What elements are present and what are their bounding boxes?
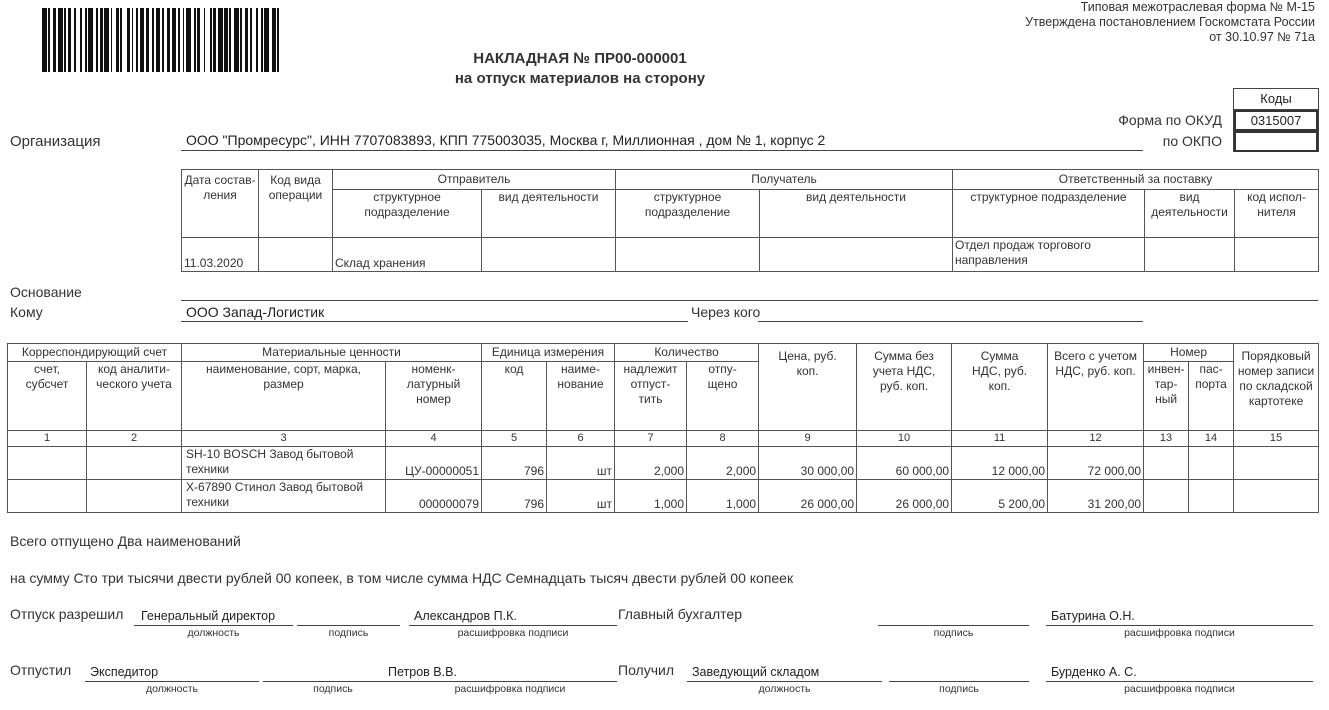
vat-header: Сумма НДС, руб. коп.	[952, 344, 1048, 431]
sender-activity-header: вид деятельности	[482, 190, 616, 238]
barcode-bar	[218, 8, 223, 72]
date-value: 11.03.2020	[182, 238, 259, 272]
column-number: 14	[1189, 431, 1234, 447]
receiver-unit-header: структурное подразделение	[616, 190, 760, 238]
form-info-line2: Утверждена постановлением Госкомстата России	[1025, 15, 1315, 29]
corr-account-header: Корреспондирующий счет	[8, 344, 182, 362]
barcode-bar	[48, 8, 50, 72]
row2-total: 31 200,00	[1048, 480, 1144, 513]
passport-header: пас- порта	[1189, 362, 1234, 431]
totals-line1: Всего отпущено Два наименований	[10, 533, 241, 549]
chief-name-line	[1046, 625, 1313, 626]
row1-unit-name: шт	[547, 447, 615, 480]
permitted-signature-line	[297, 625, 400, 626]
barcode-bar	[127, 8, 130, 72]
okud-value: 0315007	[1234, 110, 1318, 131]
barcode-bar	[104, 8, 109, 72]
title-line1: НАКЛАДНАЯ № ПР00-000001	[473, 50, 687, 67]
responsible-activity-value	[1145, 238, 1235, 272]
row2-qty-due: 1,000	[615, 480, 687, 513]
released-signature-line	[263, 681, 403, 682]
sender-unit-value: Склад хранения	[333, 238, 482, 272]
barcode-bar	[272, 8, 275, 72]
table-row	[8, 447, 1319, 480]
to-value: ООО Запад-Логистик	[186, 304, 325, 320]
barcode-bar	[96, 8, 98, 72]
barcode-bar	[152, 8, 154, 72]
organization-label: Организация	[10, 133, 101, 150]
permitted-position-line	[134, 625, 293, 626]
basis-label: Основание	[10, 284, 82, 300]
column-number: 6	[547, 431, 615, 447]
column-number: 11	[952, 431, 1048, 447]
account-header: счет, субсчет	[8, 362, 87, 431]
responsible-unit-header: структурное подразделение	[953, 190, 1145, 238]
form-info-line1: Типовая межотраслевая форма № М-15	[1080, 0, 1315, 14]
received-label: Получил	[618, 662, 674, 678]
organization-underline	[181, 150, 1143, 151]
chief-signature-caption: подпись	[933, 627, 974, 639]
chief-accountant-name: Батурина О.Н.	[1051, 609, 1135, 623]
barcode-bar	[58, 8, 63, 72]
row1-vat: 12 000,00	[952, 447, 1048, 480]
inventory-header: инвен- тар- ный	[1144, 362, 1189, 431]
column-number: 7	[615, 431, 687, 447]
barcode-bar	[111, 8, 113, 72]
barcode-bar	[264, 8, 269, 72]
sender-activity-value	[482, 238, 616, 272]
basis-underline	[181, 300, 1318, 301]
unit-header: Единица измерения	[482, 344, 615, 362]
barcode-bar	[240, 8, 242, 72]
permitted-name-caption: расшифровка подписи	[457, 627, 569, 639]
order-header: Порядковый номер записи по складской картотеке	[1234, 344, 1319, 431]
form-info	[1025, 0, 1315, 45]
barcode-bar	[224, 8, 227, 72]
row1-qty-due: 2,000	[615, 447, 687, 480]
barcode-bar	[85, 8, 87, 72]
material-header: Материальные ценности	[182, 344, 482, 362]
released-label: Отпустил	[10, 662, 72, 678]
analytic-header: код аналити- ческого учета	[87, 362, 182, 431]
unit-name-header: наиме- нование	[547, 362, 615, 431]
qty-released-header: отпу- щено	[687, 362, 759, 431]
barcode-bar	[250, 8, 252, 72]
okpo-label: по ОКПО	[1162, 133, 1222, 149]
column-number: 4	[386, 431, 482, 447]
barcode-bar	[68, 8, 71, 72]
permitted-name: Александров П.К.	[414, 609, 517, 623]
table-row	[8, 480, 1319, 513]
barcode-bar	[116, 8, 119, 72]
received-position-line	[687, 681, 882, 682]
barcode-bar	[80, 8, 82, 72]
barcode-bar	[261, 8, 263, 72]
executor-code-header: код испол- нителя	[1235, 190, 1319, 238]
barcode-bar	[234, 8, 239, 72]
to-label: Кому	[10, 304, 43, 320]
received-signature-line	[889, 681, 1029, 682]
row1-sum-no-vat: 60 000,00	[857, 447, 952, 480]
row1-qty-released: 2,000	[687, 447, 759, 480]
column-number: 15	[1234, 431, 1319, 447]
name-header: наименование, сорт, марка, размер	[182, 362, 386, 431]
header-table	[181, 169, 1319, 272]
released-name-caption: расшифровка подписи	[454, 683, 566, 695]
document-title	[380, 49, 780, 89]
codes-header: Коды	[1234, 89, 1318, 110]
row2-vat: 5 200,00	[952, 480, 1048, 513]
barcode-bar	[132, 8, 134, 72]
items-table	[7, 343, 1319, 513]
permitted-position-caption: должность	[187, 627, 240, 639]
total-header: Всего с учетом НДС, руб. коп.	[1048, 344, 1144, 431]
permitted-position: Генеральный директор	[141, 609, 276, 623]
barcode-bar	[183, 8, 185, 72]
sender-unit-header: структурное подразделение	[333, 190, 482, 238]
barcode-bar	[136, 8, 138, 72]
barcode-bar	[178, 8, 180, 72]
row2-price: 26 000,00	[759, 480, 857, 513]
received-position-caption: должность	[758, 683, 811, 695]
released-name: Петров В.В.	[388, 665, 457, 679]
barcode-bar	[146, 8, 149, 72]
to-underline	[181, 321, 688, 322]
receiver-unit-value	[616, 238, 760, 272]
barcode-bar	[74, 8, 76, 72]
okud-label: Форма по ОКУД	[1118, 112, 1222, 128]
barcode-bar	[64, 8, 66, 72]
responsible-header: Ответственный за поставку	[953, 170, 1319, 190]
date-col-header: Дата состав- ления	[182, 170, 259, 238]
released-name-line	[403, 681, 617, 682]
qty-due-header: надлежит отпуст- тить	[615, 362, 687, 431]
number-header: Номер	[1144, 344, 1234, 362]
barcode-bar	[100, 8, 103, 72]
okpo-value	[1234, 131, 1318, 152]
row1-total: 72 000,00	[1048, 447, 1144, 480]
received-name-caption: расшифровка подписи	[1124, 683, 1235, 695]
barcode-bar	[256, 8, 258, 72]
form-info-line3: от 30.10.97 № 71а	[1209, 30, 1315, 44]
chief-name-caption: расшифровка подписи	[1124, 627, 1235, 639]
barcode-bar	[140, 8, 145, 72]
chief-signature-line	[878, 625, 1029, 626]
via-label: Через кого	[691, 304, 761, 320]
row2-name: Х-67890 Стинол Завод бытовой техники	[182, 480, 386, 513]
totals-line2: на сумму Сто три тысячи двести рублей 00 копеек, в том числе сумма НДС Семнадцать тысяч двести рублей 00 копеек	[10, 570, 794, 586]
released-position-caption: должность	[145, 683, 199, 695]
column-number: 2	[87, 431, 182, 447]
permitted-signature-caption: подпись	[328, 627, 369, 639]
row1-price: 30 000,00	[759, 447, 857, 480]
unit-code-header: код	[482, 362, 547, 431]
row1-unit-code: 796	[482, 447, 547, 480]
responsible-activity-header: вид деятельности	[1145, 190, 1235, 238]
barcode-bar	[229, 8, 231, 72]
sum-no-vat-header: Сумма без учета НДС, руб. коп.	[857, 344, 952, 431]
row2-unit-name: шт	[547, 480, 615, 513]
row2-unit-code: 796	[482, 480, 547, 513]
sender-header: Отправитель	[333, 170, 616, 190]
received-position: Заведующий складом	[692, 665, 820, 679]
column-number: 9	[759, 431, 857, 447]
barcode-bar	[245, 8, 248, 72]
row2-sum-no-vat: 26 000,00	[857, 480, 952, 513]
barcode-bar	[204, 8, 206, 72]
title-line2: на отпуск материалов на сторону	[454, 70, 706, 87]
executor-code-value	[1235, 238, 1319, 272]
released-position: Экспедитор	[90, 665, 159, 679]
responsible-unit-value: Отдел продаж торгового направления	[953, 238, 1145, 272]
barcode-bar	[53, 8, 56, 72]
receiver-header: Получатель	[616, 170, 953, 190]
permitted-name-line	[409, 625, 617, 626]
barcode-bar	[88, 8, 93, 72]
receiver-activity-header: вид деятельности	[760, 190, 953, 238]
column-number: 10	[857, 431, 952, 447]
qty-header: Количество	[615, 344, 759, 362]
released-position-line	[85, 681, 259, 682]
barcode-bar	[156, 8, 161, 72]
barcode-bar	[277, 8, 279, 72]
column-number: 1	[8, 431, 87, 447]
column-numbers-row	[8, 431, 1319, 447]
barcode-bar	[42, 8, 47, 72]
column-number: 5	[482, 431, 547, 447]
barcode-bar	[210, 8, 212, 72]
row2-qty-released: 1,000	[687, 480, 759, 513]
received-name-line	[1046, 681, 1313, 682]
chief-accountant-label: Главный бухгалтер	[618, 606, 742, 622]
barcode-bar	[167, 8, 170, 72]
barcode-bar	[162, 8, 164, 72]
row1-nomen: ЦУ-00000051	[386, 447, 482, 480]
barcode-bar	[194, 8, 196, 72]
barcode-bar	[120, 8, 122, 72]
released-signature-caption: подпись	[313, 683, 353, 695]
via-underline	[758, 321, 1143, 322]
column-number: 3	[182, 431, 386, 447]
permitted-label: Отпуск разрешил	[10, 606, 124, 622]
organization-value: ООО "Промресурс", ИНН 7707083893, КПП 775003035, Москва г, Миллионная , дом № 1, корпус 2	[186, 132, 826, 148]
nomen-header: номенк- латурный номер	[386, 362, 482, 431]
barcode-bar	[186, 8, 191, 72]
op-value	[259, 238, 333, 272]
row1-name: SH-10 BOSCH Завод бытовой техники	[182, 447, 386, 480]
received-signature-caption: подпись	[939, 683, 979, 695]
barcode-bar	[213, 8, 216, 72]
row2-nomen: 000000079	[386, 480, 482, 513]
column-number: 13	[1144, 431, 1189, 447]
barcode	[42, 8, 376, 72]
op-col-header: Код вида операции	[259, 170, 333, 238]
column-number: 8	[687, 431, 759, 447]
codes-box	[1233, 88, 1319, 152]
received-name: Бурденко А. С.	[1051, 665, 1137, 679]
barcode-bar	[172, 8, 177, 72]
barcode-bar	[197, 8, 200, 72]
column-number: 12	[1048, 431, 1144, 447]
receiver-activity-value	[760, 238, 953, 272]
price-header: Цена, руб. коп.	[759, 344, 857, 431]
